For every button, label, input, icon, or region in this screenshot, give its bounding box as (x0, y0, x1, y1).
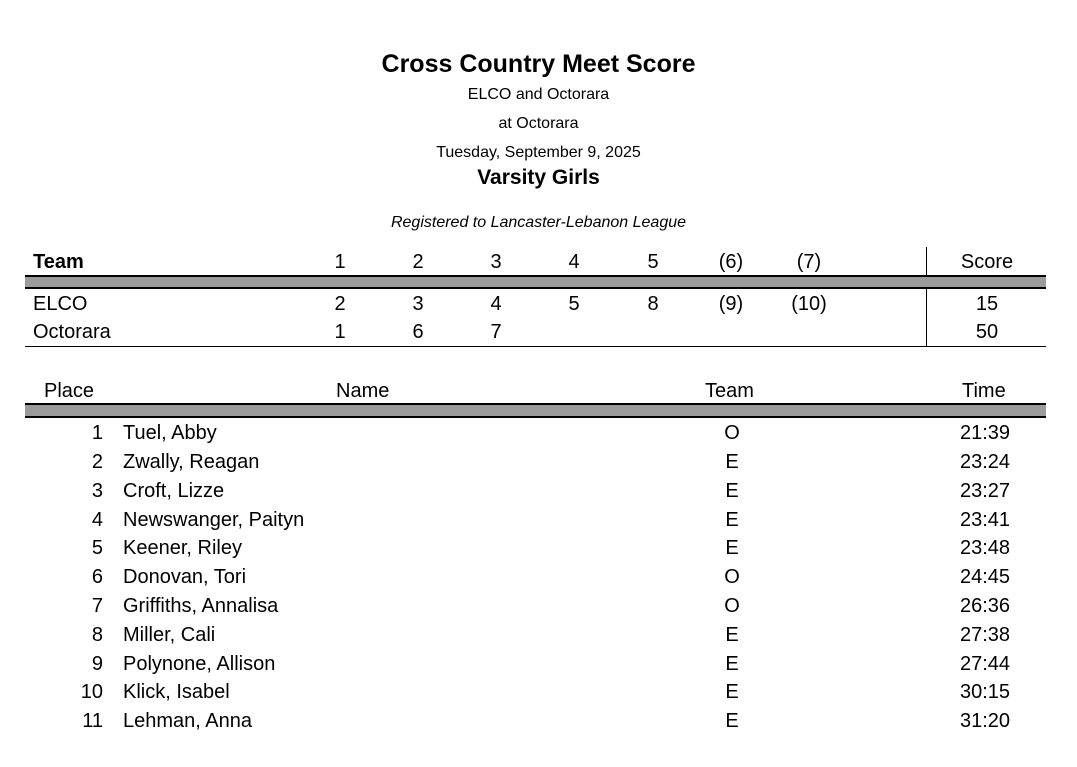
header-score: Score (960, 251, 1014, 273)
result-time: 23:24 (959, 451, 1011, 473)
results-header-bar (25, 403, 1046, 418)
result-name: Klick, Isabel (123, 681, 230, 703)
team-row-elco (25, 293, 1046, 321)
league-registration: Registered to Lancaster-Lebanon League (390, 214, 687, 231)
team-score: 50 (975, 321, 999, 343)
table-row (25, 566, 1046, 594)
result-team: O (724, 422, 740, 444)
division-title: Varsity Girls (477, 166, 600, 189)
table-row (25, 537, 1046, 565)
header-place-7: (7) (796, 251, 822, 273)
team-place: 5 (568, 293, 580, 315)
table-row (25, 624, 1046, 652)
team-place: 7 (490, 321, 502, 343)
header-place-6: (6) (718, 251, 744, 273)
page-title: Cross Country Meet Score (381, 50, 696, 78)
result-place: 3 (91, 480, 103, 502)
result-place: 11 (82, 710, 103, 732)
result-name: Griffiths, Annalisa (123, 595, 279, 617)
result-time: 21:39 (959, 422, 1011, 444)
team-score: 15 (975, 293, 999, 315)
table-row (25, 422, 1046, 450)
table-row (25, 480, 1046, 508)
result-place: 8 (91, 624, 103, 646)
result-time: 24:45 (959, 566, 1011, 588)
header-place-3: 3 (490, 251, 502, 273)
result-name: Newswanger, Paityn (123, 509, 305, 531)
result-place: 6 (91, 566, 103, 588)
result-name: Miller, Cali (123, 624, 216, 646)
team-place: 2 (334, 293, 346, 315)
result-time: 30:15 (959, 681, 1011, 703)
table-row (25, 595, 1046, 623)
team-row-octorara (25, 321, 1046, 349)
result-team: O (724, 566, 740, 588)
team-place: 6 (412, 321, 424, 343)
header-time: Time (962, 380, 1006, 402)
result-team: E (725, 537, 739, 559)
result-team: E (725, 451, 739, 473)
result-time: 26:36 (959, 595, 1011, 617)
result-team: E (725, 653, 739, 675)
team-table-bottom-rule (25, 346, 1046, 347)
result-team: E (725, 480, 739, 502)
meet-teams: ELCO and Octorara (467, 86, 610, 103)
result-name: Lehman, Anna (123, 710, 252, 732)
meet-location: at Octorara (498, 115, 579, 132)
team-place: 1 (334, 321, 346, 343)
result-name: Keener, Riley (123, 537, 242, 559)
table-row (25, 710, 1046, 738)
header-team: Team (33, 251, 84, 273)
result-place: 4 (91, 509, 103, 531)
result-place: 7 (91, 595, 103, 617)
result-name: Donovan, Tori (123, 566, 247, 588)
result-name: Zwally, Reagan (123, 451, 260, 473)
table-row (25, 681, 1046, 709)
result-name: Polynone, Allison (123, 653, 276, 675)
result-time: 31:20 (959, 710, 1011, 732)
result-team: E (725, 681, 739, 703)
result-time: 23:41 (959, 509, 1011, 531)
result-time: 27:38 (959, 624, 1011, 646)
result-name: Croft, Lizze (123, 480, 225, 502)
table-row (25, 509, 1046, 537)
table-row (25, 653, 1046, 681)
team-place: 8 (647, 293, 659, 315)
header-place-2: 2 (412, 251, 424, 273)
result-time: 23:27 (959, 480, 1011, 502)
result-place: 9 (91, 653, 103, 675)
result-name: Tuel, Abby (123, 422, 217, 444)
team-place: 3 (412, 293, 424, 315)
header-place-1: 1 (334, 251, 346, 273)
team-table-header-bar (25, 275, 1046, 289)
meet-date: Tuesday, September 9, 2025 (436, 144, 641, 161)
header-team: Team (705, 380, 754, 402)
result-time: 23:48 (959, 537, 1011, 559)
result-team: E (725, 624, 739, 646)
header-place-4: 4 (568, 251, 580, 273)
header-name: Name (336, 380, 390, 402)
header-place: Place (44, 380, 95, 402)
result-place: 5 (91, 537, 103, 559)
result-time: 27:44 (959, 653, 1011, 675)
result-place: 10 (80, 681, 103, 703)
team-place: (9) (718, 293, 744, 315)
result-team: E (725, 509, 739, 531)
team-name: ELCO (33, 293, 88, 315)
result-team: O (724, 595, 740, 617)
result-team: E (725, 710, 739, 732)
team-name: Octorara (33, 321, 111, 343)
result-place: 2 (91, 451, 103, 473)
result-place: 1 (91, 422, 103, 444)
header-place-5: 5 (647, 251, 659, 273)
table-row (25, 451, 1046, 479)
team-place: (10) (791, 293, 827, 315)
team-place: 4 (490, 293, 502, 315)
